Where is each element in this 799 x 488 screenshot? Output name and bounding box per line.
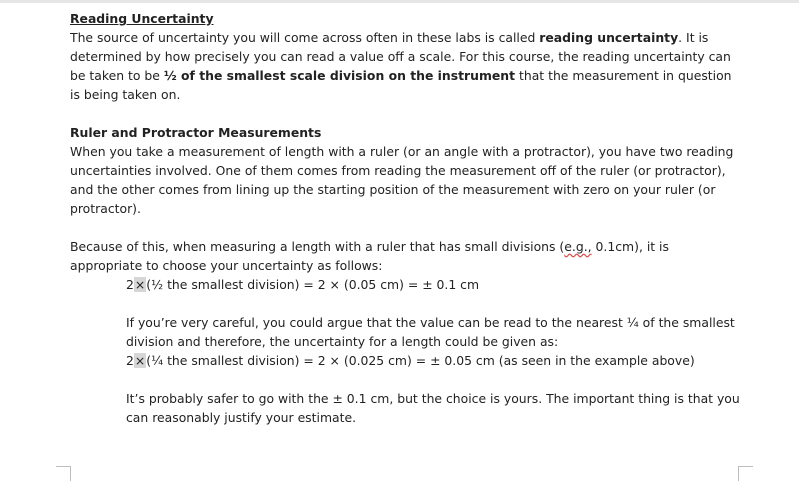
text-run: The source of uncertainty you will come across often in these labs is called [70,30,540,45]
text-run: 2 [126,353,134,368]
spellcheck-word[interactable]: e.g., [564,239,592,254]
text-run: 2 [126,277,134,292]
heading-ruler-protractor: Ruler and Protractor Measurements [70,125,322,140]
paragraph-careful: If you’re very careful, you could argue that the value can be read to the nearest ¼ of the smallest division and therefore, the uncertainty for a length could be given as: [126,315,735,349]
selected-symbol[interactable]: × [134,353,146,368]
bold-term: reading uncertainty [539,30,679,45]
text-run: 0.1cm), it is appropriate to choose your uncertainty as follows: [70,239,669,273]
paragraph-safer: It’s probably safer to go with the ± 0.1 cm, but the choice is yours. The important thing is that you can reasonably justify your estimate. [126,391,740,425]
text-run: . It is determined by how precisely you can read a value off a scale. For this course, the reading uncertainty can be taken to be [70,30,731,83]
document-page [70,9,740,427]
equation-half-division [70,275,740,294]
text-run: (¼ the smallest division) = 2 × (0.025 cm) = ± 0.05 cm (as seen in the example above) [146,353,695,368]
page-corner-mark-left [56,466,71,481]
paragraph-ruler-intro: When you take a measurement of length with a ruler (or an angle with a protractor), you have two reading uncertainties involved. One of them comes from reading the measurement off of the ruler (or protractor), and the other comes from lining up the starting position of the measurement with zero on your ruler (or protractor). [70,144,734,216]
paragraph-reading-uncertainty [70,28,740,104]
heading-reading-uncertainty: Reading Uncertainty [70,11,214,26]
page-corner-mark-right [738,466,753,481]
top-border [0,0,799,3]
text-run: that the measurement in question is being taken on. [70,68,732,102]
paragraph-because [70,237,740,275]
text-run: (½ the smallest division) = 2 × (0.05 cm) = ± 0.1 cm [146,277,480,292]
text-run: Because of this, when measuring a length with a ruler that has small divisions ( [70,239,565,254]
bold-rule: ½ of the smallest scale division on the instrument [163,68,516,83]
selected-symbol[interactable]: × [134,277,146,292]
equation-quarter-division [70,351,740,370]
